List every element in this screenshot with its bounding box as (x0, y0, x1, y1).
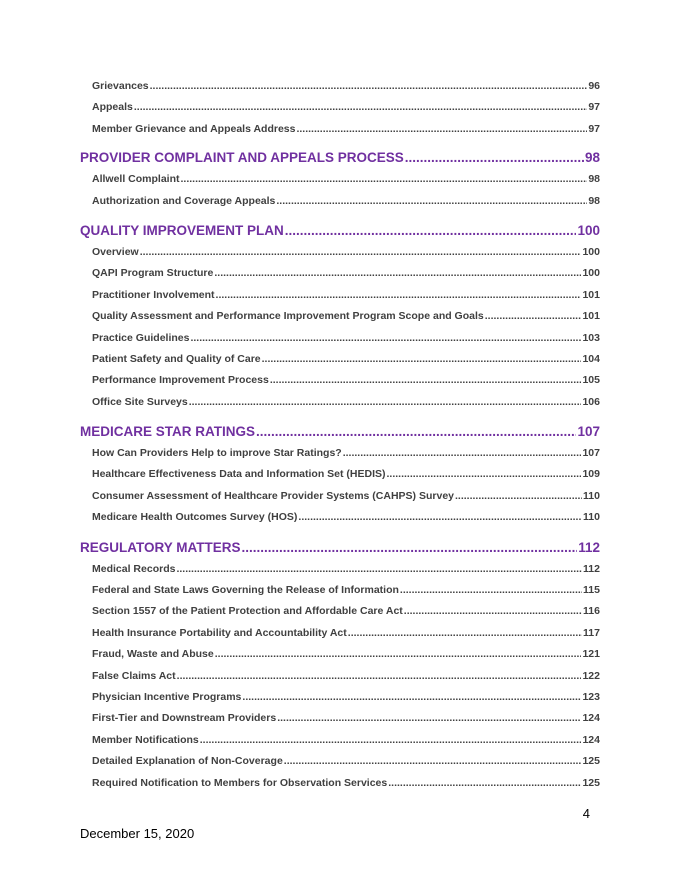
toc-entry-label: Member Notifications (92, 733, 199, 746)
dot-leader (298, 507, 582, 528)
dot-leader (388, 773, 581, 794)
toc-entry-label: Grievances (92, 80, 149, 92)
toc-section-heading[interactable] (80, 536, 600, 559)
toc-section-page: 98 (584, 150, 600, 166)
toc-entry-page: 116 (583, 605, 600, 618)
toc-entry-page: 125 (582, 755, 600, 768)
dot-leader (404, 601, 582, 622)
toc-entry-label: Performance Improvement Process (92, 374, 269, 387)
toc-entry-page: 110 (583, 489, 600, 502)
toc-entry-label: Patient Safety and Quality of Care (92, 352, 261, 365)
toc-entry[interactable] (92, 559, 600, 580)
toc-entry-page: 100 (582, 245, 600, 258)
toc-section-label: REGULATORY MATTERS (80, 539, 241, 555)
dot-leader (270, 370, 582, 391)
toc-entry[interactable] (92, 644, 600, 665)
dot-leader (277, 708, 581, 729)
toc-section-page: 112 (578, 539, 600, 555)
toc-entry[interactable] (92, 370, 600, 391)
toc-entry-page: 123 (582, 690, 600, 703)
toc-entry[interactable] (92, 76, 600, 97)
toc-entry-label: Federal and State Laws Governing the Release of Information (92, 584, 399, 597)
dot-leader (242, 687, 581, 708)
toc-entry[interactable] (92, 601, 600, 622)
toc-section-heading[interactable] (80, 420, 600, 443)
dot-leader (262, 349, 582, 370)
toc-entry[interactable] (92, 708, 600, 729)
toc-entry[interactable] (92, 97, 600, 118)
toc-entry-label: False Claims Act (92, 669, 176, 682)
toc-entry-label: Authorization and Coverage Appeals (92, 194, 276, 207)
dot-leader (343, 443, 582, 464)
toc-entry-label: Health Insurance Portability and Accountability Act (92, 626, 347, 639)
toc-entry-label: Section 1557 of the Patient Protection and Affordable Care Act (92, 605, 403, 618)
toc-entry-page: 105 (582, 374, 600, 387)
dot-leader (242, 536, 578, 559)
toc-entry[interactable] (92, 666, 600, 687)
toc-entry[interactable] (92, 507, 600, 528)
toc-entry[interactable] (92, 580, 600, 601)
toc-entry-label: Member Grievance and Appeals Address (92, 122, 296, 135)
toc-entry[interactable] (92, 349, 600, 370)
footer-date: December 15, 2020 (80, 826, 195, 841)
toc-entry-label: Detailed Explanation of Non-Coverage (92, 755, 283, 768)
toc-entry-page: 96 (588, 80, 600, 92)
dot-leader (189, 392, 582, 413)
dot-leader (455, 486, 582, 507)
toc-entry-label: QAPI Program Structure (92, 267, 214, 280)
toc-entry-label: Overview (92, 245, 139, 258)
toc-entry-page: 121 (582, 648, 600, 661)
toc-entry[interactable] (92, 486, 600, 507)
toc-entry-page: 101 (582, 310, 600, 323)
toc-entry-page: 124 (582, 733, 600, 746)
toc-entry[interactable] (92, 191, 600, 212)
dot-leader (256, 420, 576, 443)
toc-entry[interactable] (92, 443, 600, 464)
toc-entry-page: 103 (582, 331, 600, 344)
dot-leader (190, 328, 581, 349)
toc-entry[interactable] (92, 687, 600, 708)
table-of-contents (80, 76, 600, 794)
toc-section-label: PROVIDER COMPLAINT AND APPEALS PROCESS (80, 150, 404, 166)
toc-entry[interactable] (92, 242, 600, 263)
toc-entry-label: Fraud, Waste and Abuse (92, 648, 214, 661)
toc-entry-page: 97 (588, 101, 600, 114)
dot-leader (176, 559, 582, 580)
dot-leader (216, 285, 582, 306)
toc-entry-label: Quality Assessment and Performance Improvement Program Scope and Goals (92, 310, 484, 323)
toc-entry-label: Healthcare Effectiveness Data and Information Set (HEDIS) (92, 468, 386, 481)
dot-leader (285, 219, 577, 242)
toc-entry[interactable] (92, 751, 600, 772)
dot-leader (284, 751, 582, 772)
toc-entry-label: Appeals (92, 101, 133, 114)
toc-entry-page: 122 (582, 669, 600, 682)
dot-leader (276, 191, 587, 212)
toc-entry-page: 107 (582, 447, 600, 460)
toc-entry-label: Physician Incentive Programs (92, 690, 242, 703)
dot-leader (387, 464, 582, 485)
toc-section-heading[interactable] (80, 146, 600, 169)
toc-entry[interactable] (92, 623, 600, 644)
dot-leader (150, 76, 588, 97)
toc-entry-page: 112 (583, 562, 600, 575)
dot-leader (400, 580, 582, 601)
toc-entry-page: 115 (583, 584, 600, 597)
toc-entry-label: Practitioner Involvement (92, 288, 215, 301)
toc-entry[interactable] (92, 392, 600, 413)
toc-entry-label: First-Tier and Downstream Providers (92, 712, 277, 725)
toc-section-page: 100 (577, 222, 600, 238)
dot-leader (134, 97, 587, 118)
toc-entry[interactable] (92, 328, 600, 349)
toc-entry-label: Medicare Health Outcomes Survey (HOS) (92, 511, 298, 524)
dot-leader (140, 242, 582, 263)
toc-entry-label: Consumer Assessment of Healthcare Provider Systems (CAHPS) Survey (92, 489, 454, 502)
toc-entry[interactable] (92, 730, 600, 751)
toc-entry[interactable] (92, 285, 600, 306)
dot-leader (214, 263, 581, 284)
dot-leader (348, 623, 582, 644)
dot-leader (405, 146, 584, 169)
toc-entry-page: 104 (582, 352, 600, 365)
toc-section-label: MEDICARE STAR RATINGS (80, 424, 255, 440)
toc-entry-page: 101 (582, 288, 600, 301)
toc-entry[interactable] (92, 464, 600, 485)
toc-entry-label: Medical Records (92, 562, 176, 575)
toc-entry[interactable] (92, 306, 600, 327)
toc-entry-page: 97 (588, 122, 600, 135)
dot-leader (200, 730, 582, 751)
toc-entry-page: 106 (582, 395, 600, 408)
toc-entry-page: 109 (582, 468, 600, 481)
toc-entry-page: 98 (588, 173, 600, 186)
toc-entry-page: 125 (582, 776, 600, 789)
toc-entry-page: 98 (588, 194, 600, 207)
toc-entry-label: Required Notification to Members for Observation Services (92, 776, 388, 789)
toc-entry[interactable] (92, 119, 600, 140)
toc-entry-page: 110 (583, 511, 600, 524)
toc-entry-label: Office Site Surveys (92, 395, 188, 408)
toc-section-page: 107 (577, 424, 600, 440)
dot-leader (215, 644, 582, 665)
toc-section-label: QUALITY IMPROVEMENT PLAN (80, 222, 284, 238)
page-number: 4 (582, 806, 590, 821)
dot-leader (177, 666, 582, 687)
dot-leader (296, 119, 587, 140)
toc-entry[interactable] (92, 773, 600, 794)
toc-section-heading[interactable] (80, 219, 600, 242)
toc-entry-label: Practice Guidelines (92, 331, 190, 344)
dot-leader (485, 306, 582, 327)
toc-entry[interactable] (92, 169, 600, 190)
toc-entry[interactable] (92, 263, 600, 284)
dot-leader (181, 169, 588, 190)
toc-entry-label: How Can Providers Help to improve Star Ratings? (92, 447, 342, 460)
toc-entry-page: 124 (582, 712, 600, 725)
toc-entry-page: 100 (582, 267, 600, 280)
toc-entry-page: 117 (583, 626, 600, 639)
toc-entry-label: Allwell Complaint (92, 173, 180, 186)
